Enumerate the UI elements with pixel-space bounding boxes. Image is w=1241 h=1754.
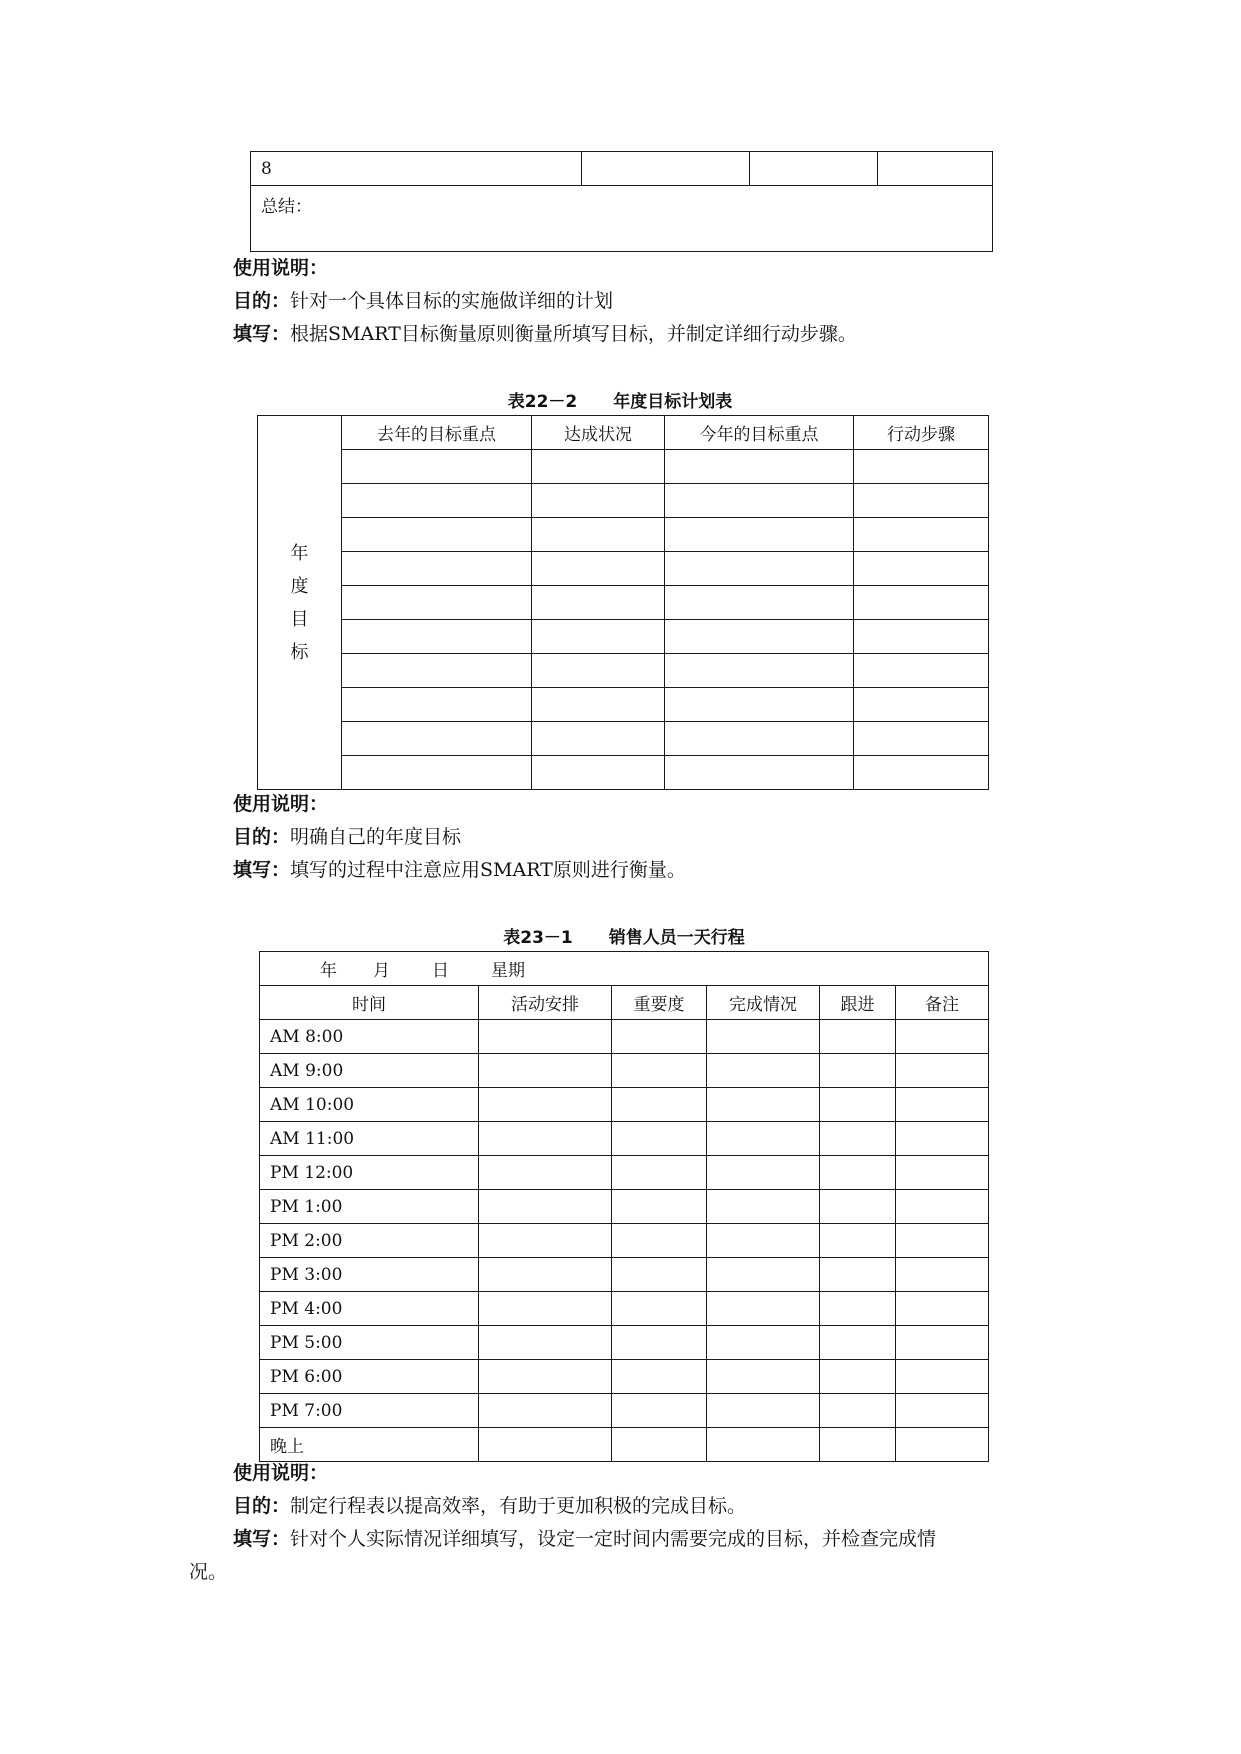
table-row	[258, 722, 989, 756]
entry-cell[interactable]	[707, 1190, 820, 1224]
entry-cell[interactable]	[342, 552, 532, 586]
entry-cell[interactable]	[479, 1122, 612, 1156]
row-header-char: 年	[290, 542, 309, 564]
entry-cell[interactable]	[342, 518, 532, 552]
schedule-table-caption	[259, 923, 989, 948]
time-cell: PM 2:00	[260, 1224, 479, 1258]
entry-cell[interactable]	[479, 1020, 612, 1054]
purpose-line	[233, 825, 461, 849]
table-row	[260, 1088, 989, 1122]
table-row	[258, 484, 989, 518]
entry-cell[interactable]	[342, 450, 532, 484]
table-row	[258, 756, 989, 790]
entry-cell[interactable]	[896, 1292, 989, 1326]
summary-cell[interactable]	[251, 186, 993, 252]
entry-cell[interactable]	[342, 484, 532, 518]
empty-cell[interactable]	[750, 152, 878, 186]
entry-cell[interactable]	[820, 1020, 896, 1054]
time-cell: PM 3:00	[260, 1258, 479, 1292]
entry-cell[interactable]	[532, 620, 665, 654]
table-row	[260, 1054, 989, 1088]
entry-cell[interactable]	[896, 1054, 989, 1088]
entry-cell[interactable]	[612, 1088, 707, 1122]
entry-cell[interactable]	[854, 722, 989, 756]
usage-title: 使用说明：	[233, 793, 329, 815]
entry-cell[interactable]	[479, 1292, 612, 1326]
fill-text: 填写的过程中注意应用SMART原则进行衡量。	[290, 859, 686, 881]
date-year-label: 年	[320, 961, 337, 981]
entry-cell[interactable]	[665, 654, 854, 688]
fill-text: 根据SMART目标衡量原则衡量所填写目标，并制定详细行动步骤。	[290, 323, 857, 345]
entry-cell[interactable]	[612, 1054, 707, 1088]
entry-cell[interactable]	[479, 1428, 612, 1462]
entry-cell[interactable]	[820, 1054, 896, 1088]
table-row	[260, 1292, 989, 1326]
column-header: 完成情况	[707, 986, 820, 1020]
entry-cell[interactable]	[854, 688, 989, 722]
entry-cell[interactable]	[612, 1428, 707, 1462]
column-header: 活动安排	[479, 986, 612, 1020]
column-header: 备注	[896, 986, 989, 1020]
fill-line	[233, 1527, 936, 1551]
row-header-char: 标	[290, 641, 309, 663]
table-row	[260, 1122, 989, 1156]
entry-cell[interactable]	[896, 1088, 989, 1122]
entry-cell[interactable]	[532, 450, 665, 484]
entry-cell[interactable]	[479, 1054, 612, 1088]
usage-title: 使用说明：	[233, 1462, 329, 1484]
column-header: 重要度	[612, 986, 707, 1020]
date-weekday-label: 星期	[491, 961, 525, 981]
table-row	[260, 1224, 989, 1258]
entry-cell[interactable]	[479, 1224, 612, 1258]
column-header: 达成状况	[532, 416, 665, 450]
entry-cell[interactable]	[479, 1190, 612, 1224]
entry-cell[interactable]	[612, 1326, 707, 1360]
time-cell: AM 10:00	[260, 1088, 479, 1122]
entry-cell[interactable]	[342, 688, 532, 722]
entry-cell[interactable]	[854, 552, 989, 586]
summary-label: 总结：	[261, 197, 312, 217]
entry-cell[interactable]	[342, 586, 532, 620]
entry-cell[interactable]	[854, 620, 989, 654]
caption-title: 年度目标计划表	[613, 392, 733, 412]
entry-cell[interactable]	[665, 756, 854, 790]
usage-title: 使用说明：	[233, 257, 329, 279]
column-header: 跟进	[820, 986, 896, 1020]
table-row	[260, 1428, 989, 1462]
row-number-cell: 8	[251, 152, 582, 186]
empty-cell[interactable]	[878, 152, 993, 186]
entry-cell[interactable]	[342, 654, 532, 688]
entry-cell[interactable]	[707, 1292, 820, 1326]
entry-cell[interactable]	[665, 688, 854, 722]
column-header: 时间	[260, 986, 479, 1020]
entry-cell[interactable]	[896, 1020, 989, 1054]
entry-cell[interactable]	[820, 1258, 896, 1292]
entry-cell[interactable]	[479, 1258, 612, 1292]
table-row	[260, 1258, 989, 1292]
entry-cell[interactable]	[612, 1258, 707, 1292]
entry-cell[interactable]	[896, 1224, 989, 1258]
entry-cell[interactable]	[612, 1224, 707, 1258]
time-cell: PM 1:00	[260, 1190, 479, 1224]
purpose-text: 制定行程表以提高效率，有助于更加积极的完成目标。	[290, 1495, 747, 1517]
entry-cell[interactable]	[820, 1292, 896, 1326]
fill-line	[233, 858, 686, 882]
entry-cell[interactable]	[820, 1122, 896, 1156]
entry-cell[interactable]	[854, 450, 989, 484]
table-row	[258, 518, 989, 552]
table-row	[260, 1326, 989, 1360]
daily-schedule-table	[259, 951, 989, 1462]
entry-cell[interactable]	[896, 1190, 989, 1224]
column-header: 行动步骤	[854, 416, 989, 450]
date-month-label: 月	[373, 961, 390, 981]
empty-cell[interactable]	[582, 152, 750, 186]
entry-cell[interactable]	[707, 1258, 820, 1292]
time-cell: AM 11:00	[260, 1122, 479, 1156]
purpose-label: 目的：	[233, 826, 291, 848]
time-cell: PM 7:00	[260, 1394, 479, 1428]
entry-cell[interactable]	[532, 518, 665, 552]
row-header-cell	[258, 416, 342, 790]
entry-cell[interactable]	[479, 1156, 612, 1190]
entry-cell[interactable]	[342, 620, 532, 654]
purpose-line	[233, 1494, 746, 1518]
time-cell: AM 8:00	[260, 1020, 479, 1054]
table-row	[258, 620, 989, 654]
table-row	[260, 1020, 989, 1054]
table-row	[260, 1156, 989, 1190]
summary-table	[250, 151, 993, 252]
entry-cell[interactable]	[707, 1156, 820, 1190]
entry-cell[interactable]	[896, 1360, 989, 1394]
entry-cell[interactable]	[612, 1292, 707, 1326]
entry-cell[interactable]	[707, 1428, 820, 1462]
date-line-cell[interactable]	[260, 952, 989, 986]
time-cell: PM 4:00	[260, 1292, 479, 1326]
entry-cell[interactable]	[479, 1326, 612, 1360]
purpose-text: 针对一个具体目标的实施做详细的计划	[290, 290, 614, 312]
entry-cell[interactable]	[820, 1394, 896, 1428]
row-header-char: 目	[290, 608, 309, 630]
entry-cell[interactable]	[665, 620, 854, 654]
annual-goal-table	[257, 415, 989, 790]
entry-cell[interactable]	[665, 484, 854, 518]
time-cell: PM 12:00	[260, 1156, 479, 1190]
time-cell: 晚上	[260, 1428, 479, 1462]
entry-cell[interactable]	[532, 552, 665, 586]
time-cell: AM 9:00	[260, 1054, 479, 1088]
entry-cell[interactable]	[665, 518, 854, 552]
caption-number: 表23－1	[503, 928, 573, 948]
fill-label: 填写：	[233, 1528, 291, 1550]
entry-cell[interactable]	[612, 1360, 707, 1394]
table-row	[260, 1360, 989, 1394]
entry-cell[interactable]	[820, 1190, 896, 1224]
entry-cell[interactable]	[707, 1394, 820, 1428]
purpose-line	[233, 289, 613, 313]
table-row	[258, 450, 989, 484]
fill-text-continuation: 况。	[189, 1561, 228, 1583]
column-header: 去年的目标重点	[342, 416, 532, 450]
entry-cell[interactable]	[479, 1394, 612, 1428]
annual-table-caption	[250, 387, 990, 412]
entry-cell[interactable]	[896, 1156, 989, 1190]
entry-cell[interactable]	[854, 756, 989, 790]
entry-cell[interactable]	[820, 1360, 896, 1394]
row-header-char: 度	[290, 575, 309, 597]
entry-cell[interactable]	[665, 450, 854, 484]
date-day-label: 日	[432, 961, 449, 981]
entry-cell[interactable]	[820, 1224, 896, 1258]
entry-cell[interactable]	[854, 586, 989, 620]
entry-cell[interactable]	[707, 1020, 820, 1054]
table-row	[258, 586, 989, 620]
entry-cell[interactable]	[707, 1122, 820, 1156]
entry-cell[interactable]	[896, 1258, 989, 1292]
entry-cell[interactable]	[532, 586, 665, 620]
entry-cell[interactable]	[665, 722, 854, 756]
table-row	[260, 1394, 989, 1428]
caption-title: 销售人员一天行程	[608, 928, 745, 948]
entry-cell[interactable]	[820, 1156, 896, 1190]
fill-label: 填写：	[233, 859, 291, 881]
entry-cell[interactable]	[707, 1088, 820, 1122]
entry-cell[interactable]	[707, 1326, 820, 1360]
fill-label: 填写：	[233, 323, 291, 345]
time-cell: PM 5:00	[260, 1326, 479, 1360]
entry-cell[interactable]	[820, 1326, 896, 1360]
entry-cell[interactable]	[896, 1122, 989, 1156]
purpose-label: 目的：	[233, 1495, 291, 1517]
entry-cell[interactable]	[665, 552, 854, 586]
purpose-label: 目的：	[233, 290, 291, 312]
entry-cell[interactable]	[896, 1428, 989, 1462]
entry-cell[interactable]	[612, 1394, 707, 1428]
table-row	[258, 688, 989, 722]
fill-line	[233, 322, 857, 346]
entry-cell[interactable]	[532, 484, 665, 518]
entry-cell[interactable]	[896, 1394, 989, 1428]
entry-cell[interactable]	[707, 1360, 820, 1394]
entry-cell[interactable]	[612, 1156, 707, 1190]
purpose-text: 明确自己的年度目标	[290, 826, 462, 848]
entry-cell[interactable]	[612, 1122, 707, 1156]
entry-cell[interactable]	[612, 1020, 707, 1054]
entry-cell[interactable]	[532, 654, 665, 688]
entry-cell[interactable]	[854, 654, 989, 688]
entry-cell[interactable]	[612, 1190, 707, 1224]
entry-cell[interactable]	[532, 722, 665, 756]
table-row	[258, 654, 989, 688]
entry-cell[interactable]	[532, 756, 665, 790]
entry-cell[interactable]	[532, 688, 665, 722]
entry-cell[interactable]	[820, 1088, 896, 1122]
entry-cell[interactable]	[854, 484, 989, 518]
time-cell: PM 6:00	[260, 1360, 479, 1394]
entry-cell[interactable]	[896, 1326, 989, 1360]
entry-cell[interactable]	[479, 1088, 612, 1122]
entry-cell[interactable]	[707, 1054, 820, 1088]
column-header: 今年的目标重点	[665, 416, 854, 450]
table-row	[260, 1190, 989, 1224]
entry-cell[interactable]	[820, 1428, 896, 1462]
entry-cell[interactable]	[479, 1360, 612, 1394]
fill-text: 针对个人实际情况详细填写，设定一定时间内需要完成的目标，并检查完成情	[290, 1528, 937, 1550]
caption-number: 表22－2	[507, 392, 578, 412]
entry-cell[interactable]	[342, 756, 532, 790]
entry-cell[interactable]	[342, 722, 532, 756]
entry-cell[interactable]	[854, 518, 989, 552]
entry-cell[interactable]	[707, 1224, 820, 1258]
entry-cell[interactable]	[665, 586, 854, 620]
table-row	[258, 552, 989, 586]
